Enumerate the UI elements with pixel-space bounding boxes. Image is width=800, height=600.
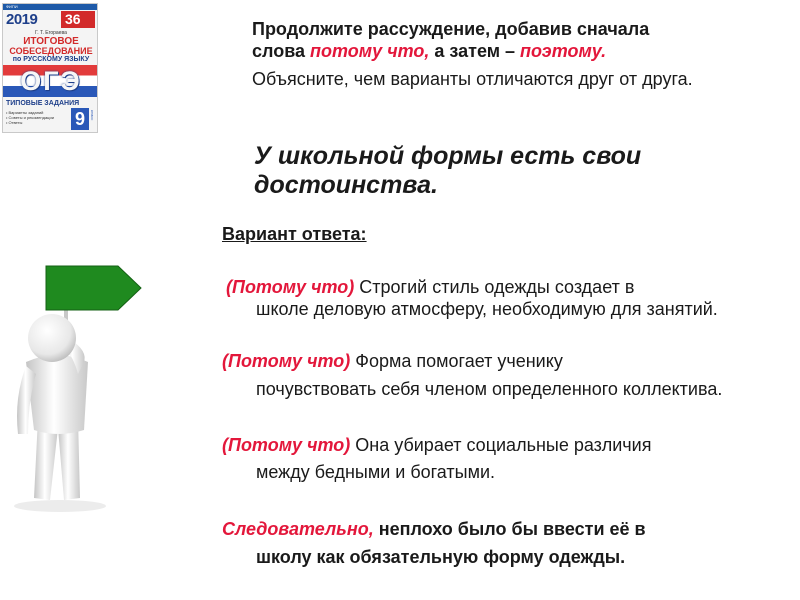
conclusion-rest: школу как обязательную форму одежды. (256, 547, 626, 567)
person-with-arrow-sign-icon (0, 258, 150, 520)
cover-number: 36 (61, 11, 95, 28)
answer-variant-label: Вариант ответа: (222, 224, 367, 244)
answer-rest: школе деловую атмосферу, необходимую для занятий. (256, 299, 718, 319)
task-line1: Продолжите рассуждение, добавив сначала (252, 19, 650, 39)
task-line2-b: а затем – (429, 41, 521, 61)
answer-item (222, 432, 772, 486)
task-explanation: Объясните, чем варианты отличаются друг от друга. (252, 69, 693, 89)
answer-rest: почувствовать себя членом определенного коллектива. (256, 379, 723, 399)
task-keyword-because: потому что, (310, 41, 430, 61)
answer-first-line: Строгий стиль одежды создает в (354, 277, 635, 297)
answer-first-line: Она убирает социальные различия (350, 435, 652, 455)
task-keyword-therefore: поэтому. (520, 41, 607, 61)
conclusion-lead: Следовательно, (222, 519, 374, 539)
answer-item (222, 347, 762, 403)
cover-bullets (6, 110, 66, 125)
cover-logo-text: ОГЭ (20, 66, 82, 96)
cover-grade-word: класс (90, 110, 95, 121)
cover-author: Г. Т. Егораева (35, 30, 67, 36)
cover-bullet: • Советы и рекомендации (6, 115, 54, 120)
answer-lead: (Потому что) (226, 277, 355, 297)
cover-top-stripe-text: ФИПИ (6, 4, 18, 9)
cover-year: 2019 (6, 11, 38, 28)
thesis-statement: У школьной формы есть свои достоинства. (254, 142, 642, 199)
green-arrow-sign (46, 266, 141, 310)
cover-title-line1: ИТОГОВОЕ (23, 36, 79, 47)
answer-first-line: Форма помогает ученику (350, 351, 563, 371)
answer-lead: (Потому что) (222, 435, 351, 455)
cover-grade: 9 (71, 108, 89, 130)
cover-title-line2: СОБЕСЕДОВАНИЕ (9, 46, 93, 56)
cover-subtitle: ТИПОВЫЕ ЗАДАНИЯ (6, 100, 80, 107)
answer-rest: между бедными и богатыми. (256, 462, 496, 482)
cover-bullet: • Ответы (6, 120, 23, 125)
answer-item (226, 276, 766, 320)
conclusion-first-line: неплохо было бы ввести её в (373, 519, 646, 539)
cover-bullet: • Варианты заданий (6, 110, 44, 115)
task-instruction (252, 18, 772, 62)
cover-title-line3: по РУССКОМУ ЯЗЫКУ (12, 56, 90, 63)
task-line2-a: слова (252, 41, 311, 61)
book-cover-image (2, 3, 98, 133)
conclusion-statement (222, 515, 782, 571)
answer-lead: (Потому что) (222, 351, 351, 371)
